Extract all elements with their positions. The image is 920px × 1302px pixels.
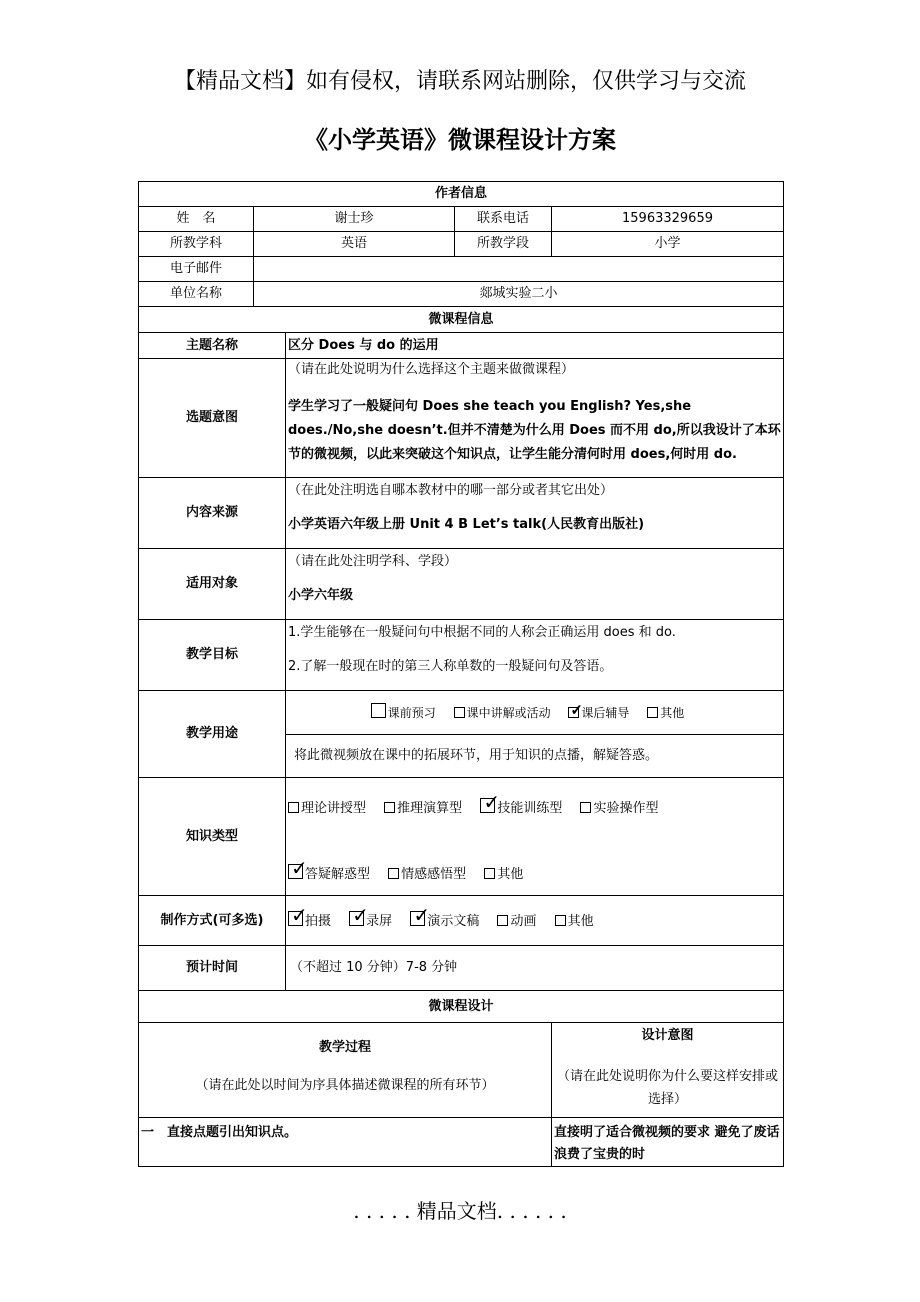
intent-hint: （请在此处说明为什么选择这个主题来做微课程）: [288, 362, 575, 377]
use-option-2-checkbox[interactable]: [454, 707, 465, 718]
stage-label: 所教学段: [455, 232, 552, 257]
method-option-1-label: 拍摄: [305, 913, 332, 929]
use-option-2-label: 课中讲解或活动: [466, 706, 551, 721]
type-option-6-checkbox[interactable]: [388, 868, 399, 879]
method-option-3-label: 演示文稿: [427, 913, 480, 929]
use-options: [286, 691, 784, 735]
intent-text: 学生学习了一般疑问句 Does she teach you English? Yes,she does./No,she doesn’t.但并不清楚为什么用 Does 而不用 do,所以我设计了本环节的微视频，以此来突破这个知识点，让学生能分清何时用 does,何时用 do.: [288, 398, 781, 462]
design-intent-hint: （请在此处说明你为什么要这样安排或选择）: [557, 1068, 779, 1107]
intent-label: 选题意图: [139, 359, 286, 478]
use-option-1-checkbox[interactable]: [371, 703, 386, 718]
subject-label: 所教学科: [139, 232, 254, 257]
use-label: 教学用途: [139, 691, 286, 778]
step-1-intent: 直接明了适合微视频的要求 避免了废话浪费了宝贵的时: [552, 1118, 784, 1167]
goal-item-1: 1.学生能够在一般疑问句中根据不同的人称会正确运用 does 和 do.: [288, 625, 676, 640]
type-option-1-checkbox[interactable]: [288, 802, 299, 813]
method-option-5-label: 其他: [567, 913, 594, 929]
type-option-2-checkbox[interactable]: [384, 802, 395, 813]
type-option-3-label: 技能训练型: [497, 801, 563, 816]
method-option-2-label: 录屏: [366, 913, 393, 929]
type-option-4-checkbox[interactable]: [580, 802, 591, 813]
course-info-heading: 微课程信息: [139, 307, 784, 333]
type-label: 知识类型: [139, 778, 286, 896]
design-heading: 微课程设计: [139, 991, 784, 1023]
unit-label: 单位名称: [139, 282, 254, 307]
audience-text: 小学六年级: [288, 587, 354, 603]
process-label: 教学过程: [318, 1040, 371, 1055]
design-table: [138, 181, 784, 1167]
step-1-text: 一 直接点题引出知识点。: [139, 1118, 552, 1167]
method-option-4-checkbox[interactable]: [497, 915, 508, 926]
source-hint: （在此处注明选自哪本教材中的哪一部分或者其它出处）: [288, 483, 614, 498]
copyright-banner: 【精品文档】如有侵权，请联系网站删除，仅供学习与交流: [173, 69, 746, 94]
audience-hint: （请在此处注明学科、学段）: [288, 554, 458, 569]
type-option-4-label: 实验操作型: [593, 801, 659, 816]
type-option-6-label: 情感感悟型: [401, 866, 467, 882]
type-option-7-label: 其他: [497, 866, 524, 882]
name-value: 谢士珍: [254, 207, 455, 232]
design-intent-label: 设计意图: [641, 1028, 694, 1043]
type-option-5-checkbox[interactable]: [288, 864, 303, 879]
audience-label: 适用对象: [139, 549, 286, 620]
type-option-5-label: 答疑解惑型: [305, 866, 371, 882]
topic-label: 主题名称: [139, 333, 286, 359]
use-text: 将此微视频放在课中的拓展环节，用于知识的点播，解疑答惑。: [286, 735, 784, 778]
author-info-heading: 作者信息: [139, 182, 784, 207]
use-option-3-label: 课后辅导: [581, 706, 630, 721]
method-option-4-label: 动画: [510, 913, 537, 929]
type-option-3-checkbox[interactable]: [480, 798, 495, 813]
time-label: 预计时间: [139, 946, 286, 991]
unit-value: 郯城实验二小: [254, 282, 784, 307]
stage-value: 小学: [552, 232, 784, 257]
footer-watermark: . . . . . 精品文档. . . . . .: [353, 1199, 567, 1223]
method-option-5-checkbox[interactable]: [555, 915, 566, 926]
process-hint: （请在此处以时间为序具体描述微课程的所有环节）: [195, 1077, 495, 1093]
topic-value: 区分 Does 与 do 的运用: [286, 333, 784, 359]
method-label: 制作方式(可多选): [139, 896, 286, 946]
method-option-2-checkbox[interactable]: [349, 911, 364, 926]
use-option-3-checkbox[interactable]: [568, 707, 579, 718]
use-option-4-label: 其他: [660, 706, 685, 721]
type-option-1-label: 理论讲授型: [301, 801, 367, 816]
use-option-4-checkbox[interactable]: [647, 707, 658, 718]
email-value: [254, 257, 784, 282]
email-label: 电子邮件: [139, 257, 254, 282]
method-option-3-checkbox[interactable]: [410, 911, 425, 926]
source-label: 内容来源: [139, 478, 286, 549]
use-option-1-label: 课前预习: [387, 706, 436, 721]
phone-value: 15963329659: [552, 207, 784, 232]
method-option-1-checkbox[interactable]: [288, 911, 303, 926]
subject-value: 英语: [254, 232, 455, 257]
source-text: 小学英语六年级上册 Unit 4 B Let’s talk(人民教育出版社): [288, 516, 645, 532]
time-text: （不超过 10 分钟）7-8 分钟: [286, 946, 784, 991]
goal-label: 教学目标: [139, 620, 286, 691]
type-option-7-checkbox[interactable]: [484, 868, 495, 879]
type-option-2-label: 推理演算型: [397, 801, 463, 816]
phone-label: 联系电话: [455, 207, 552, 232]
name-label: 姓 名: [139, 207, 254, 232]
goal-item-2: 2.了解一般现在时的第三人称单数的一般疑问句及答语。: [288, 658, 613, 674]
page-title: 《小学英语》微课程设计方案: [304, 125, 616, 154]
